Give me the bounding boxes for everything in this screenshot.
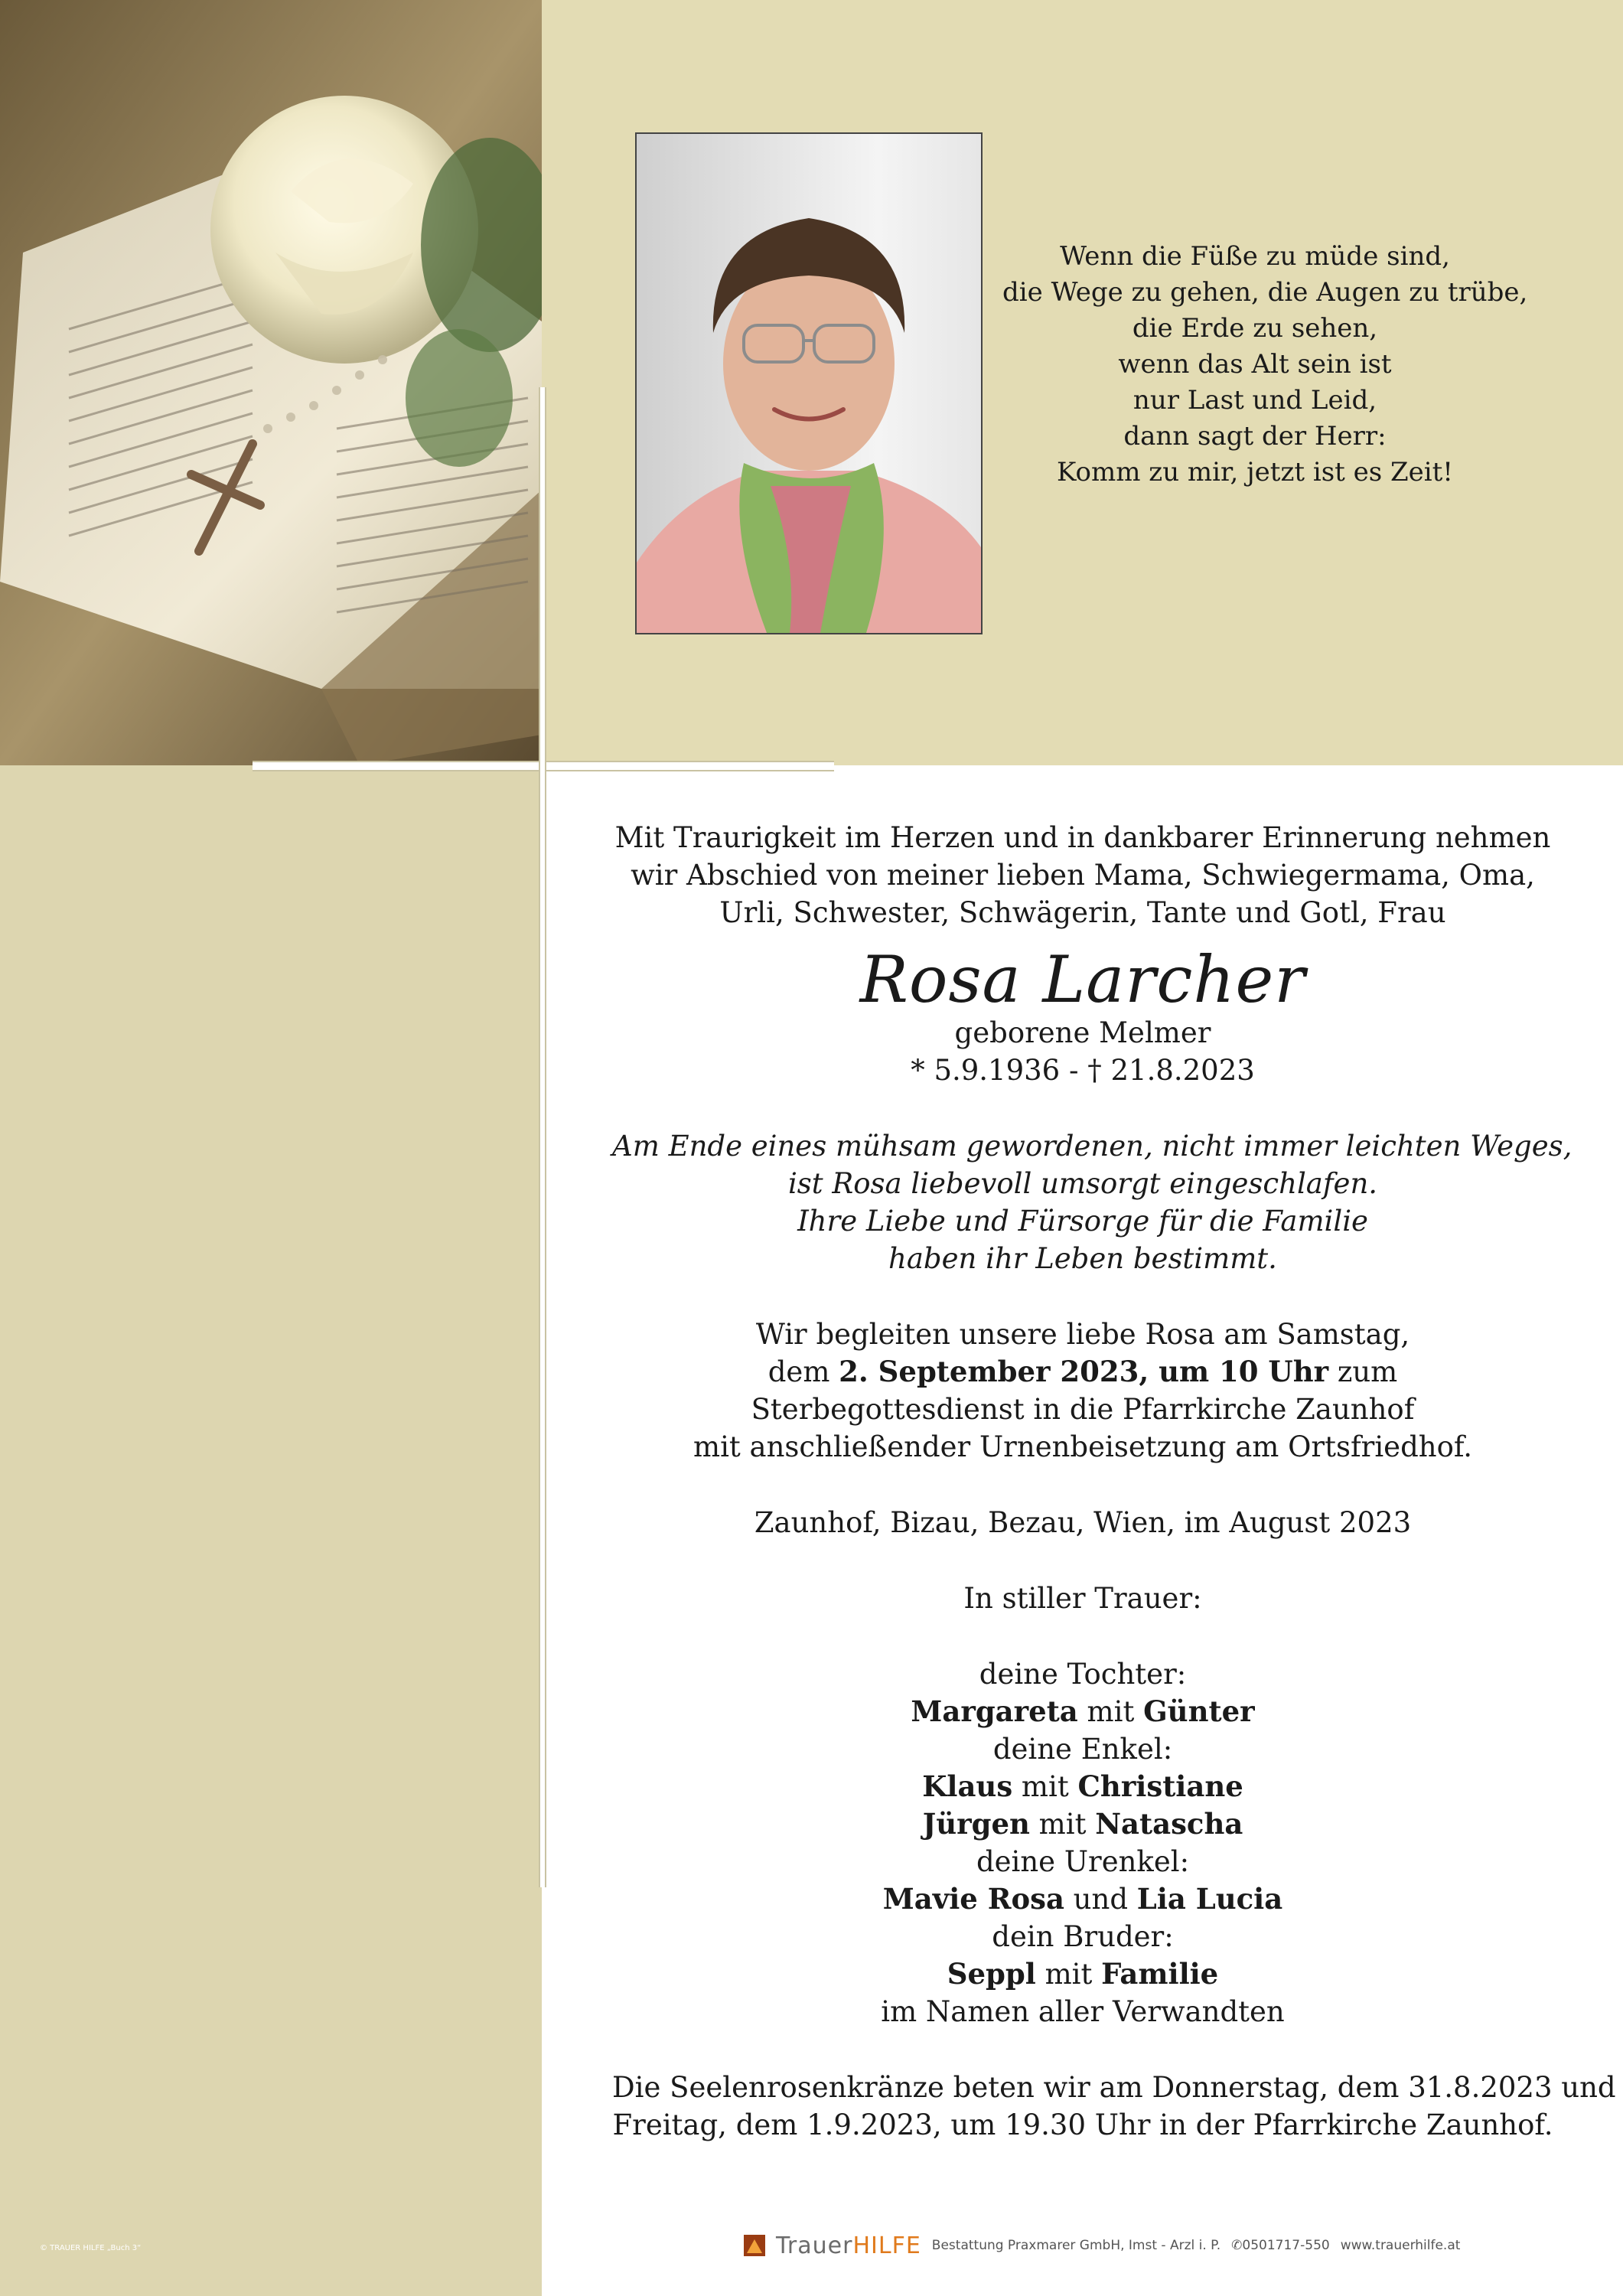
poem-line: die Wege zu gehen, die Augen zu trübe, — [1002, 277, 1528, 308]
website-link[interactable]: www.trauerhilfe.at — [1340, 2238, 1461, 2253]
cross-vertical-bar — [539, 387, 546, 1887]
family-label: dein Bruder: — [992, 1920, 1174, 1953]
service-line: dem 2. September 2023, um 10 Uhr zum — [768, 1355, 1398, 1388]
rosary-line: Freitag, dem 1.9.2023, um 19.30 Uhr in der Pfarrkirche Zaunhof. — [612, 2108, 1553, 2141]
family-label: deine Enkel: — [992, 1733, 1173, 1766]
intro-line: Urli, Schwester, Schwägerin, Tante und Gotl, Frau — [719, 896, 1446, 929]
copyright-credit: © TRAUER HILFE „Buch 3“ — [40, 2244, 142, 2252]
poem-line: Wenn die Füße zu müde sind, — [1060, 241, 1450, 272]
phone-number[interactable]: ✆0501717-550 — [1231, 2238, 1330, 2253]
service-line: Wir begleiten unsere liebe Rosa am Samstag, — [755, 1318, 1410, 1351]
trauerhilfe-logo-icon — [744, 2235, 765, 2256]
place-date: Zaunhof, Bizau, Bezau, Wien, im August 2023 — [754, 1506, 1412, 1539]
family-names: Seppl mit Familie — [947, 1957, 1219, 1991]
mourning-intro: In stiller Trauer: — [963, 1582, 1202, 1615]
tribute-line: haben ihr Leben bestimmt. — [888, 1242, 1277, 1275]
family-label: deine Tochter: — [979, 1658, 1187, 1691]
rosary-line: Die Seelenrosenkränze beten wir am Donnerstag, dem 31.8.2023 und — [612, 2071, 1616, 2104]
book-rose-photo — [0, 0, 542, 765]
tribute-line: Ihre Liebe und Fürsorge für die Familie — [797, 1205, 1368, 1238]
poem-line: die Erde zu sehen, — [1132, 313, 1378, 344]
poem-line: nur Last und Leid, — [1133, 385, 1377, 416]
company-name: Bestattung Praxmarer GmbH, Imst - Arzl i. P. — [931, 2238, 1221, 2253]
intro-line: wir Abschied von meiner lieben Mama, Schwiegermama, Oma, — [631, 859, 1535, 892]
family-names: Klaus mit Christiane — [922, 1769, 1243, 1803]
intro-line: Mit Traurigkeit im Herzen und in dankbarer Erinnerung nehmen — [614, 821, 1551, 854]
footer-brand — [744, 2230, 1460, 2261]
poem-line: dann sagt der Herr: — [1123, 421, 1387, 452]
family-names: Mavie Rosa und Lia Lucia — [882, 1882, 1283, 1916]
family-closing: im Namen aller Verwandten — [881, 1995, 1285, 2028]
tribute-line: ist Rosa liebevoll umsorgt eingeschlafen. — [787, 1167, 1378, 1200]
brand-name: TrauerHILFE — [776, 2232, 921, 2259]
family-names: Jürgen mit Natascha — [922, 1807, 1243, 1841]
obituary-text — [612, 819, 1616, 2144]
service-line: mit anschließender Urnenbeisetzung am Ortsfriedhof. — [693, 1430, 1473, 1463]
tribute-line: Am Ende eines mühsam gewordenen, nicht immer leichten Weges, — [612, 1130, 1572, 1163]
poem-line: wenn das Alt sein ist — [1118, 349, 1392, 380]
deceased-name: Rosa Larcher — [859, 942, 1306, 1017]
service-line: Sterbegottesdienst in die Pfarrkirche Zaunhof — [751, 1393, 1415, 1426]
maiden-name: geborene Melmer — [954, 1016, 1211, 1049]
life-dates: * 5.9.1936 - † 21.8.2023 — [911, 1054, 1255, 1087]
service-date-time: 2. September 2023, um 10 Uhr — [839, 1355, 1329, 1388]
family-names: Margareta mit Günter — [911, 1694, 1255, 1728]
portrait-photo — [635, 132, 983, 634]
family-label: deine Urenkel: — [976, 1845, 1190, 1878]
poem — [1002, 239, 1528, 491]
poem-line: Komm zu mir, jetzt ist es Zeit! — [1057, 457, 1453, 488]
